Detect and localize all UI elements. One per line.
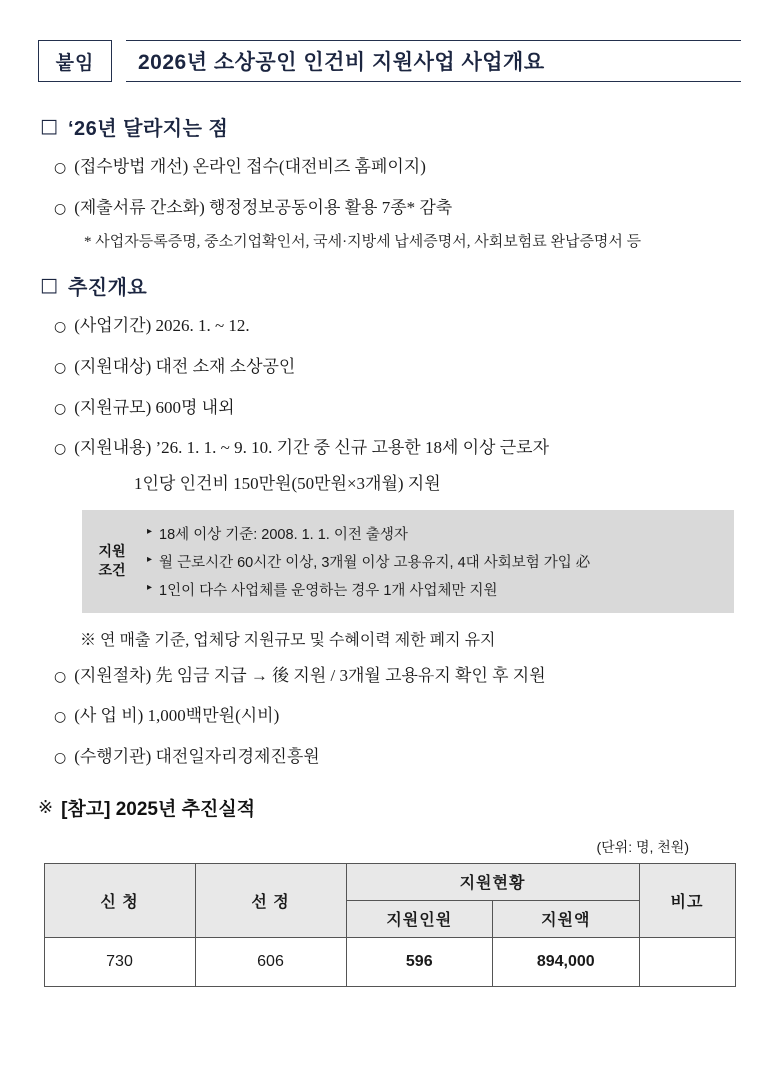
table-header-apply: 신 청 [44,863,195,937]
list-item-continuation: 1인당 인건비 150만원(50만원×3개월) 지원 [134,473,441,493]
circle-bullet-icon: ○ [54,441,67,458]
circle-bullet-icon: ○ [54,200,67,217]
list-item [54,196,741,221]
table-cell-remark [639,937,735,986]
reference-title: [참고] 2025년 추진실적 [61,798,256,820]
condition-item [147,579,723,600]
condition-label-line1: 지원 [98,543,126,560]
list-item [54,436,741,461]
section-title: ‘26년 달라지는 점 [67,118,229,140]
list-item [54,155,741,180]
table-unit-label: (단위: 명, 천원) [596,838,689,855]
table-row [44,937,735,986]
list-item-text: (지원대상) 대전 소재 소상공인 [74,356,296,376]
list-item [54,745,741,770]
section-title: 추진개요 [67,277,148,300]
circle-bullet-icon: ○ [54,400,67,417]
condition-item-text: 18세 이상 기준: 2008. 1. 1. 이전 출생자 [159,526,408,543]
table-header-selected: 선 정 [195,863,346,937]
table-cell-apply: 730 [44,937,195,986]
list-item [54,314,741,339]
circle-bullet-icon: ○ [54,668,67,685]
condition-item [147,523,723,544]
triangle-bullet-icon: ▸ [147,581,153,593]
circle-bullet-icon: ○ [54,359,67,376]
list-item-text: (사업기간) 2026. 1. ~ 12. [74,316,250,336]
list-item-text: (지원규모) 600명 내외 [74,397,235,417]
table-header-remark: 비고 [639,863,735,937]
section-heading-overview [40,271,741,300]
table-cell-status-people: 596 [346,937,493,986]
condition-label-line2: 조건 [98,562,126,579]
list-item [54,355,741,380]
document-header [38,40,741,82]
reference-heading [38,794,741,821]
condition-item-text: 1인이 다수 사업체를 운영하는 경우 1개 사업체만 지원 [159,582,498,599]
triangle-bullet-icon: ▸ [147,553,153,565]
footnote-text: * 사업자등록증명, 중소기업확인서, 국세·지방세 납세증명서, 사회보험료 완납증명서 등 [84,234,642,251]
circle-bullet-icon: ○ [54,319,67,336]
attachment-tag: 붙임 [38,40,112,82]
list-item-text: (지원절차) 先 임금 지급 → 後 지원 / 3개월 고용유지 확인 후 지원 [74,665,546,685]
list-item [54,704,741,729]
circle-bullet-icon: ○ [54,160,67,176]
table-cell-selected: 606 [195,937,346,986]
list-item-text: (제출서류 간소화) 행정정보공동이용 활용 7종* 감축 [74,197,453,217]
condition-list [141,511,733,612]
reference-marker-icon: ※ [38,796,54,818]
circle-bullet-icon: ○ [54,709,67,726]
circle-bullet-icon: ○ [54,750,67,767]
table-header-status-people: 지원인원 [346,900,493,937]
list-item-text: (사 업 비) 1,000백만원(시비) [74,706,280,726]
list-item [54,396,741,421]
table-cell-status-amount: 894,000 [493,937,640,986]
square-bullet-icon: □ [40,274,58,297]
list-item-text: (지원내용) ’26. 1. 1. ~ 9. 10. 기간 중 신규 고용한 18세 이상 근로자 [74,438,549,458]
document-title-bar [126,40,741,82]
triangle-bullet-icon: ▸ [147,525,153,537]
table-header-row [44,863,735,900]
table-header-status-amount: 지원액 [493,900,640,937]
list-item [54,664,741,689]
section-note: ※ 연 매출 기준, 업체당 지원규모 및 수혜이력 제한 폐지 유지 [80,631,496,649]
condition-item-text: 월 근로시간 60시간 이상, 3개월 이상 고용유지, 4대 사회보험 가입 必 [159,554,591,571]
table-header-status-group: 지원현황 [346,863,639,900]
condition-box-label [83,511,141,612]
page-title: 2026년 소상공인 인건비 지원사업 사업개요 [138,51,545,74]
condition-item [147,551,723,572]
list-item-text: (접수방법 개선) 온라인 접수(대전비즈 홈페이지) [74,157,426,176]
square-bullet-icon: □ [40,115,58,137]
performance-table [44,863,736,987]
list-item-text: (수행기관) 대전일자리경제진흥원 [74,747,320,767]
condition-box [82,510,734,613]
section-heading-changes [40,112,741,141]
